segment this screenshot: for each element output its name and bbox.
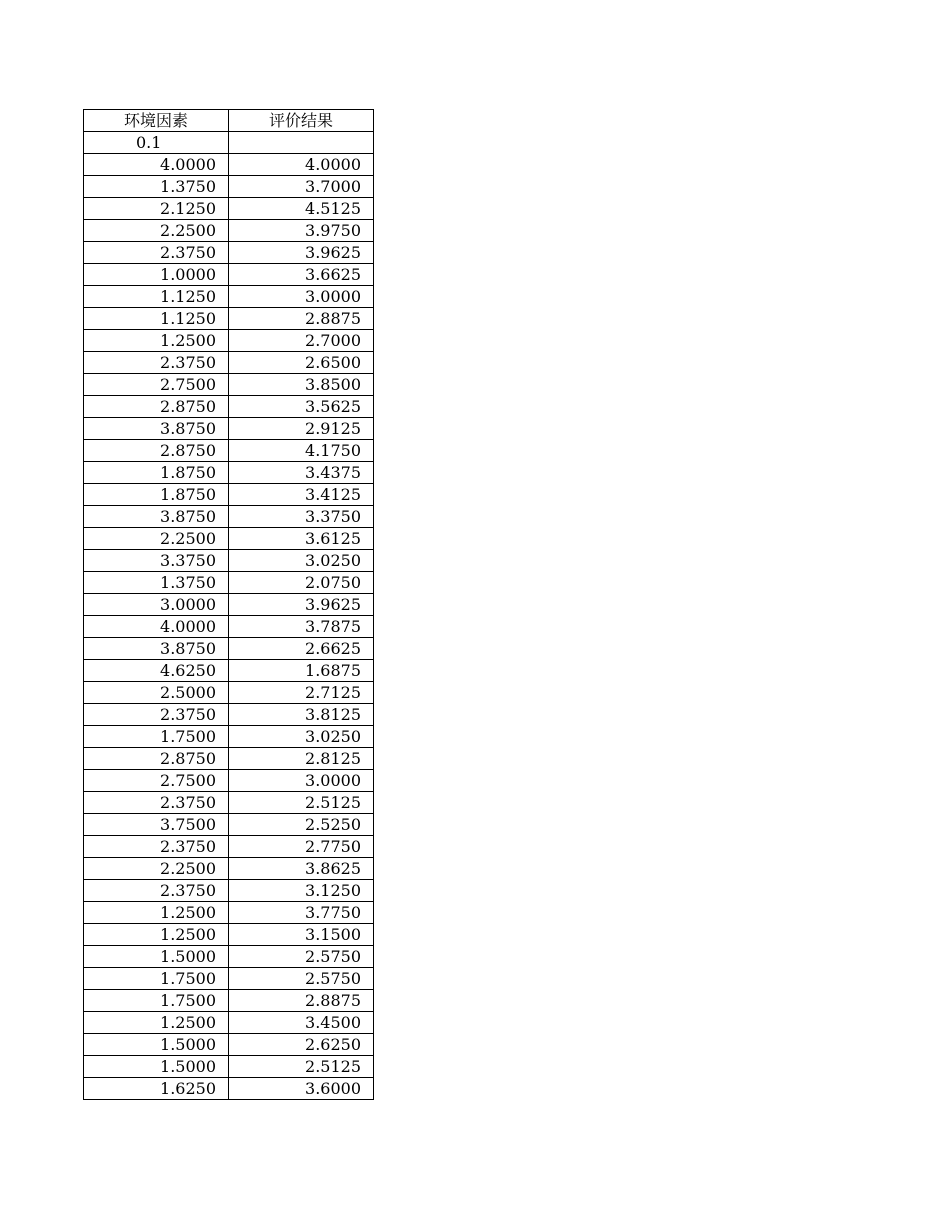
environment-factor-cell[interactable]: 1.7500 (84, 968, 229, 990)
environment-factor-cell[interactable]: 2.8750 (84, 396, 229, 418)
evaluation-result-cell[interactable]: 3.0000 (229, 770, 374, 792)
data-table (83, 109, 374, 1100)
environment-factor-cell[interactable]: 1.2500 (84, 1012, 229, 1034)
param-empty-cell[interactable] (229, 132, 374, 154)
environment-factor-cell[interactable]: 2.3750 (84, 242, 229, 264)
table-row (84, 968, 374, 990)
environment-factor-cell[interactable]: 2.1250 (84, 198, 229, 220)
table-row (84, 616, 374, 638)
evaluation-result-cell[interactable]: 3.8500 (229, 374, 374, 396)
evaluation-result-cell[interactable]: 1.6875 (229, 660, 374, 682)
table-row (84, 352, 374, 374)
table-row (84, 660, 374, 682)
environment-factor-cell[interactable]: 1.2500 (84, 924, 229, 946)
evaluation-result-cell[interactable]: 2.9125 (229, 418, 374, 440)
environment-factor-cell[interactable]: 3.8750 (84, 638, 229, 660)
environment-factor-cell[interactable]: 2.3750 (84, 704, 229, 726)
environment-factor-cell[interactable]: 2.7500 (84, 770, 229, 792)
evaluation-result-cell[interactable]: 3.7000 (229, 176, 374, 198)
environment-factor-cell[interactable]: 3.7500 (84, 814, 229, 836)
environment-factor-cell[interactable]: 1.5000 (84, 1034, 229, 1056)
table-row (84, 550, 374, 572)
table-row (84, 1056, 374, 1078)
environment-factor-cell[interactable]: 1.3750 (84, 176, 229, 198)
environment-factor-cell[interactable]: 4.0000 (84, 154, 229, 176)
environment-factor-cell[interactable]: 1.3750 (84, 572, 229, 594)
environment-factor-cell[interactable]: 1.2500 (84, 902, 229, 924)
table-row (84, 902, 374, 924)
evaluation-result-cell[interactable]: 3.6625 (229, 264, 374, 286)
environment-factor-cell[interactable]: 1.1250 (84, 286, 229, 308)
environment-factor-cell[interactable]: 1.5000 (84, 1056, 229, 1078)
table-row (84, 286, 374, 308)
evaluation-result-cell[interactable]: 2.7125 (229, 682, 374, 704)
environment-factor-cell[interactable]: 2.5000 (84, 682, 229, 704)
environment-factor-cell[interactable]: 1.8750 (84, 484, 229, 506)
environment-factor-cell[interactable]: 1.7500 (84, 726, 229, 748)
table-row (84, 770, 374, 792)
evaluation-result-cell[interactable]: 2.5250 (229, 814, 374, 836)
table-row (84, 462, 374, 484)
evaluation-result-cell[interactable]: 2.6250 (229, 1034, 374, 1056)
environment-factor-cell[interactable]: 2.3750 (84, 880, 229, 902)
evaluation-result-cell[interactable]: 3.9625 (229, 594, 374, 616)
table-row (84, 836, 374, 858)
evaluation-result-cell[interactable]: 3.1250 (229, 880, 374, 902)
environment-factor-cell[interactable]: 2.3750 (84, 836, 229, 858)
evaluation-result-cell[interactable]: 3.4500 (229, 1012, 374, 1034)
table-row (84, 308, 374, 330)
table-row (84, 528, 374, 550)
table-row (84, 440, 374, 462)
param-row (84, 132, 374, 154)
table-row (84, 154, 374, 176)
header-evaluation-result[interactable]: 评价结果 (229, 110, 374, 132)
environment-factor-cell[interactable]: 2.2500 (84, 858, 229, 880)
table-row (84, 638, 374, 660)
environment-factor-cell[interactable]: 4.0000 (84, 616, 229, 638)
evaluation-result-cell[interactable]: 2.5125 (229, 1056, 374, 1078)
environment-factor-cell[interactable]: 1.0000 (84, 264, 229, 286)
evaluation-result-cell[interactable]: 3.6000 (229, 1078, 374, 1100)
evaluation-result-cell[interactable]: 2.8875 (229, 990, 374, 1012)
table-row (84, 682, 374, 704)
table-row (84, 198, 374, 220)
evaluation-result-cell[interactable]: 2.8125 (229, 748, 374, 770)
param-cell[interactable]: 0.1 (84, 132, 229, 154)
header-environment-factor[interactable]: 环境因素 (84, 110, 229, 132)
evaluation-result-cell[interactable]: 3.9625 (229, 242, 374, 264)
evaluation-result-cell[interactable]: 2.8875 (229, 308, 374, 330)
evaluation-result-cell[interactable]: 3.7875 (229, 616, 374, 638)
evaluation-result-cell[interactable]: 2.7000 (229, 330, 374, 352)
table-row (84, 220, 374, 242)
table-row (84, 1078, 374, 1100)
evaluation-result-cell[interactable]: 2.6500 (229, 352, 374, 374)
table-row (84, 396, 374, 418)
evaluation-result-cell[interactable]: 2.7750 (229, 836, 374, 858)
environment-factor-cell[interactable]: 2.8750 (84, 440, 229, 462)
evaluation-result-cell[interactable]: 3.4375 (229, 462, 374, 484)
table-row (84, 858, 374, 880)
evaluation-result-cell[interactable]: 2.5750 (229, 968, 374, 990)
evaluation-result-cell[interactable]: 4.1750 (229, 440, 374, 462)
table-row (84, 924, 374, 946)
environment-factor-cell[interactable]: 2.3750 (84, 352, 229, 374)
environment-factor-cell[interactable]: 3.3750 (84, 550, 229, 572)
evaluation-result-cell[interactable]: 3.3750 (229, 506, 374, 528)
environment-factor-cell[interactable]: 1.6250 (84, 1078, 229, 1100)
table-row (84, 1012, 374, 1034)
evaluation-result-cell[interactable]: 2.5125 (229, 792, 374, 814)
header-row (84, 110, 374, 132)
environment-factor-cell[interactable]: 3.8750 (84, 506, 229, 528)
evaluation-result-cell[interactable]: 3.5625 (229, 396, 374, 418)
evaluation-result-cell[interactable]: 3.4125 (229, 484, 374, 506)
table-row (84, 792, 374, 814)
table-row (84, 990, 374, 1012)
evaluation-result-cell[interactable]: 4.0000 (229, 154, 374, 176)
table-row (84, 748, 374, 770)
table-row (84, 880, 374, 902)
evaluation-result-cell[interactable]: 4.5125 (229, 198, 374, 220)
evaluation-result-cell[interactable]: 3.7750 (229, 902, 374, 924)
environment-factor-cell[interactable]: 2.2500 (84, 220, 229, 242)
table-row (84, 506, 374, 528)
environment-factor-cell[interactable]: 1.7500 (84, 990, 229, 1012)
evaluation-result-cell[interactable]: 3.1500 (229, 924, 374, 946)
table-row (84, 330, 374, 352)
environment-factor-cell[interactable]: 1.2500 (84, 330, 229, 352)
table-row (84, 726, 374, 748)
environment-factor-cell[interactable]: 2.8750 (84, 748, 229, 770)
table-row (84, 484, 374, 506)
table-row (84, 594, 374, 616)
environment-factor-cell[interactable]: 3.8750 (84, 418, 229, 440)
evaluation-result-cell[interactable]: 2.5750 (229, 946, 374, 968)
table-row (84, 264, 374, 286)
evaluation-result-cell[interactable]: 2.6625 (229, 638, 374, 660)
evaluation-result-cell[interactable]: 3.0250 (229, 550, 374, 572)
evaluation-result-cell[interactable]: 3.9750 (229, 220, 374, 242)
environment-factor-cell[interactable]: 2.7500 (84, 374, 229, 396)
evaluation-result-cell[interactable]: 3.0000 (229, 286, 374, 308)
table-row (84, 572, 374, 594)
evaluation-result-cell[interactable]: 3.0250 (229, 726, 374, 748)
table-row (84, 176, 374, 198)
table-row (84, 814, 374, 836)
evaluation-result-cell[interactable]: 3.8625 (229, 858, 374, 880)
table-row (84, 418, 374, 440)
environment-factor-cell[interactable]: 1.8750 (84, 462, 229, 484)
table-row (84, 704, 374, 726)
environment-factor-cell[interactable]: 1.5000 (84, 946, 229, 968)
table-row (84, 242, 374, 264)
evaluation-result-cell[interactable]: 3.8125 (229, 704, 374, 726)
table-row (84, 946, 374, 968)
environment-factor-cell[interactable]: 2.2500 (84, 528, 229, 550)
environment-factor-cell[interactable]: 3.0000 (84, 594, 229, 616)
table-row (84, 1034, 374, 1056)
environment-factor-cell[interactable]: 4.6250 (84, 660, 229, 682)
evaluation-result-cell[interactable]: 2.0750 (229, 572, 374, 594)
table-row (84, 374, 374, 396)
evaluation-result-cell[interactable]: 3.6125 (229, 528, 374, 550)
environment-factor-cell[interactable]: 2.3750 (84, 792, 229, 814)
environment-factor-cell[interactable]: 1.1250 (84, 308, 229, 330)
